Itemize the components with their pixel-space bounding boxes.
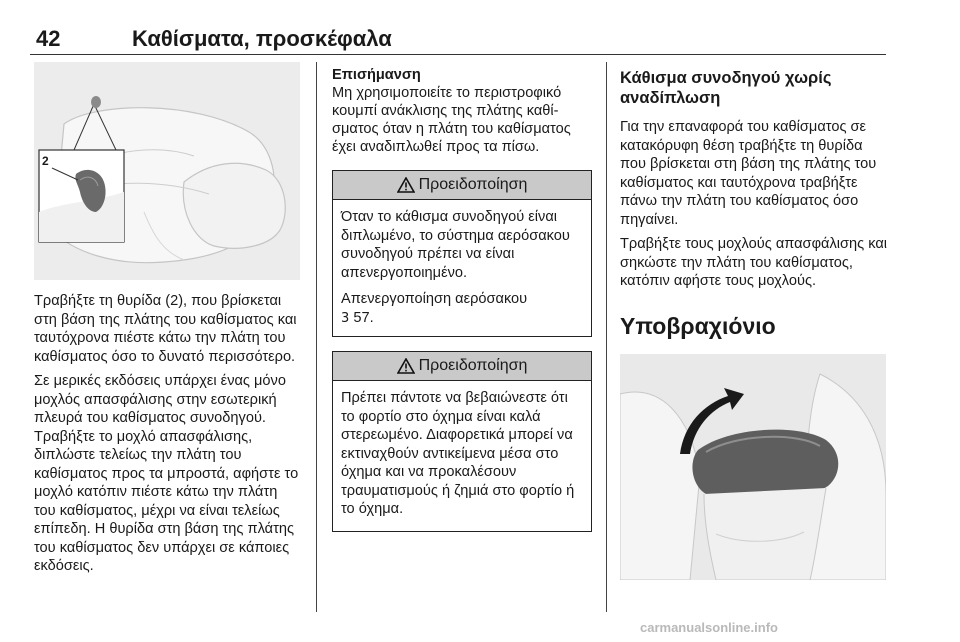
section-title: Καθίσματα, προσκέφαλα: [132, 26, 392, 51]
warning-box: [332, 351, 592, 532]
header-divider: [30, 54, 886, 55]
page-reference[interactable]: 57.: [353, 309, 374, 326]
paragraph: Σε μερικές εκδόσεις υπάρχει ένας μόνο μοχλός απασφάλισης στην εσωτερική πλευρά του καθίσματος συνοδηγού. Τραβήξτε το μοχλό απασφάλισης, διπλώστε τελείως την πλάτη του καθίσματος προς τα μπροστά, αφήστε το μοχλό κατόπιν πιέστε κάτω την πλάτη του καθίσματος, μέχρι να είναι τελείως επίπεδη. Η θυρίδα στη βάση της πλάτης του καθίσματος δεν υπάρχει σε κάποιες εκδόσεις.: [34, 373, 299, 574]
page-number: 42: [36, 26, 61, 51]
cross-reference-text: Απενεργοποίηση αερόσακου: [341, 291, 528, 307]
watermark: carmanualsonline.info: [640, 620, 778, 635]
paragraph: Τραβήξτε τη θυρίδα (2), που βρίσκεται στη βάση της πλάτης του καθίσματος και ταυτόχρονα πιέστε κάτω την πλάτη του καθίσματος όσο το δυνατό περισσότερο.: [34, 293, 297, 365]
page-reference-arrow-icon: 3: [341, 310, 350, 326]
warning-header: [333, 352, 591, 381]
column-middle: [332, 62, 592, 532]
warning-text: Πρέπει πάντοτε να βεβαιώνεστε ότι το φορτίο στο όχημα είναι καλά στερεωμένο. Διαφορετικά μπορεί να εκτιναχθούν αντικείμενα μέσα στο όχημα και να προκαλέσουν τραυματισμούς ή ζημιά στο φορτίο ή το όχημα.: [341, 390, 575, 517]
column-right: [620, 62, 888, 580]
warning-title: Προειδοποίηση: [418, 357, 528, 374]
figure-callout-label: 2: [42, 154, 49, 168]
column-divider: [316, 62, 317, 612]
warning-triangle-icon: [397, 358, 415, 374]
column-left: [34, 62, 300, 582]
section-heading: Υποβραχιόνιο: [620, 312, 776, 339]
subheading: Κάθισμα συνοδηγού χωρίς αναδίπλωση: [620, 69, 832, 107]
warning-header: [333, 171, 591, 200]
warning-box: [332, 170, 592, 337]
notice-body: Μη χρησιμοποιείτε το περιστροφικό κουμπί ανάκλισης της πλάτης καθίσματος όταν η πλάτη του καθίσματος έχει αναδιπλωθεί προς τα πίσω.: [332, 85, 571, 155]
armrest-illustration: [620, 354, 886, 580]
seat-release-illustration: [34, 62, 300, 280]
notice-title: Επισήμανση: [332, 67, 421, 83]
warning-triangle-icon: [397, 177, 415, 193]
page-header: [36, 26, 886, 52]
paragraph: Τραβήξτε τους μοχλούς απασφάλισης και σηκώστε την πλάτη του καθίσματος, κατόπιν αφήστε τους μοχλούς.: [620, 236, 888, 289]
warning-title: Προειδοποίηση: [418, 176, 528, 193]
column-divider: [606, 62, 607, 612]
warning-text: Όταν το κάθισμα συνοδηγού είναι διπλωμένο, το σύστημα αερόσακου συνοδηγού πρέπει να είναι απενεργοποιημένο.: [341, 209, 570, 281]
paragraph: Για την επαναφορά του καθίσματος σε κατακόρυφη θέση τραβήξτε τη θυρίδα που βρίσκεται στη βάση της πλάτης του καθίσματος και ταυτόχρονα τραβήξτε πάνω την πλάτη του καθίσματος όσο πηγαίνει.: [620, 119, 877, 228]
